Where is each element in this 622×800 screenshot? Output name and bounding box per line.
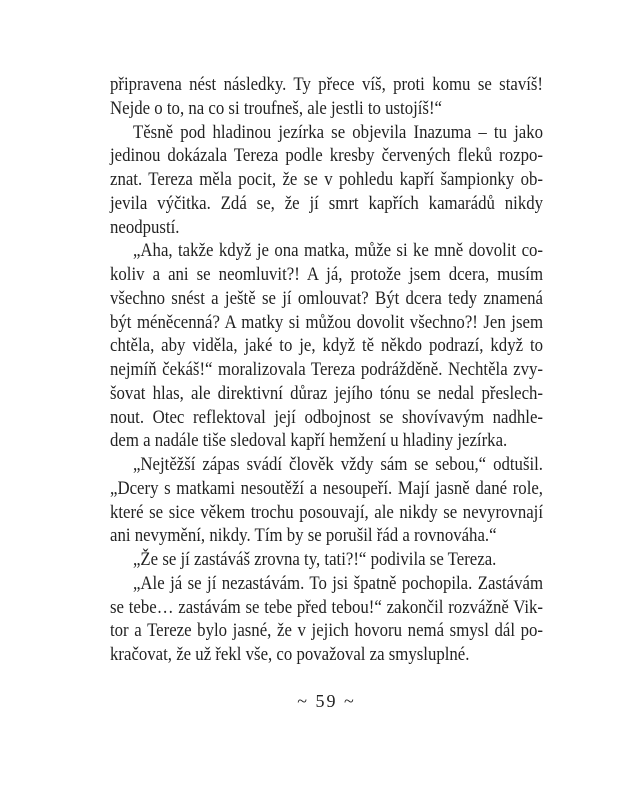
text-line: dem a nadále tiše sledoval kapří hemžení u hladiny jezírka. — [110, 430, 508, 452]
text-line: Nejde o to, na co si troufneš, ale jestli to ustojíš!“ — [110, 97, 443, 119]
text-line: „Nejtěžší zápas svádí člověk vždy sám se sebou,“ odtušil. — [132, 454, 544, 475]
text-line: které se sice věkem trochu posouvají, ale nikdy se nevyrovnají — [110, 501, 544, 523]
text-line: „Dcery s matkami nesoutěží a nesoupeří. Mají jasně dané role, — [110, 477, 544, 499]
text-line: nout. Otec reflektoval její odbojnost se shovívavým nadhle- — [110, 406, 544, 428]
text-line: tor a Tereze bylo jasné, že v jejich hovoru nemá smysl dál po- — [110, 620, 544, 642]
text-line: jevila výčitka. Zdá se, že jí smrt kapřích kamarádů nikdy — [110, 192, 544, 214]
text-line: šovat hlas, ale direktivní důraz jejího tónu se nedal přeslech- — [110, 382, 544, 404]
text-line: „Aha, takže když je ona matka, může si ke mně dovolit co- — [132, 240, 544, 262]
text-line: koliv a ani se neomluvit?! A já, protože jsem dcera, musím — [110, 264, 544, 285]
text-line: se tebe… zastávám se tebe před tebou!“ zakončil rozvážně Vik- — [110, 596, 544, 618]
body-text — [110, 73, 543, 667]
text-line: jedinou dokázala Tereza podle kresby červených fleků rozpo- — [110, 145, 544, 167]
text-line: kračovat, že už řekl vše, co považoval za smysluplné. — [110, 644, 470, 665]
page-number: ~ 59 ~ — [297, 691, 356, 711]
text-line: všechno snést a ještě se jí omlouvat? Být dcera tedy znamená — [110, 287, 544, 309]
text-line: nejmíň čekáš!“ moralizovala Tereza podrážděně. Nechtěla zvy- — [110, 359, 544, 380]
text-line: znat. Tereza měla pocit, že se v pohledu kapří šampionky ob- — [110, 169, 544, 190]
text-line: neodpustí. — [110, 216, 180, 238]
text-line: připravena nést následky. Ty přece víš, proti komu se stavíš! — [110, 74, 544, 95]
text-line: chtěla, aby viděla, jaké to je, když tě někdo podrazí, když to — [110, 335, 544, 357]
text-line: Těsně pod hladinou jezírka se objevila Inazuma – tu jako — [132, 121, 544, 143]
text-line: ani nevymění, nikdy. Tím by se porušil řád a rovnováha.“ — [110, 525, 497, 547]
text-line: být méněcenná? A matky si můžou dovolit všechno?! Jen jsem — [110, 311, 544, 333]
text-line: „Ale já se jí nezastávám. To jsi špatně pochopila. Zastávám — [132, 572, 544, 594]
text-line: „Že se jí zastáváš zrovna ty, tati?!“ podivila se Tereza. — [132, 549, 497, 570]
